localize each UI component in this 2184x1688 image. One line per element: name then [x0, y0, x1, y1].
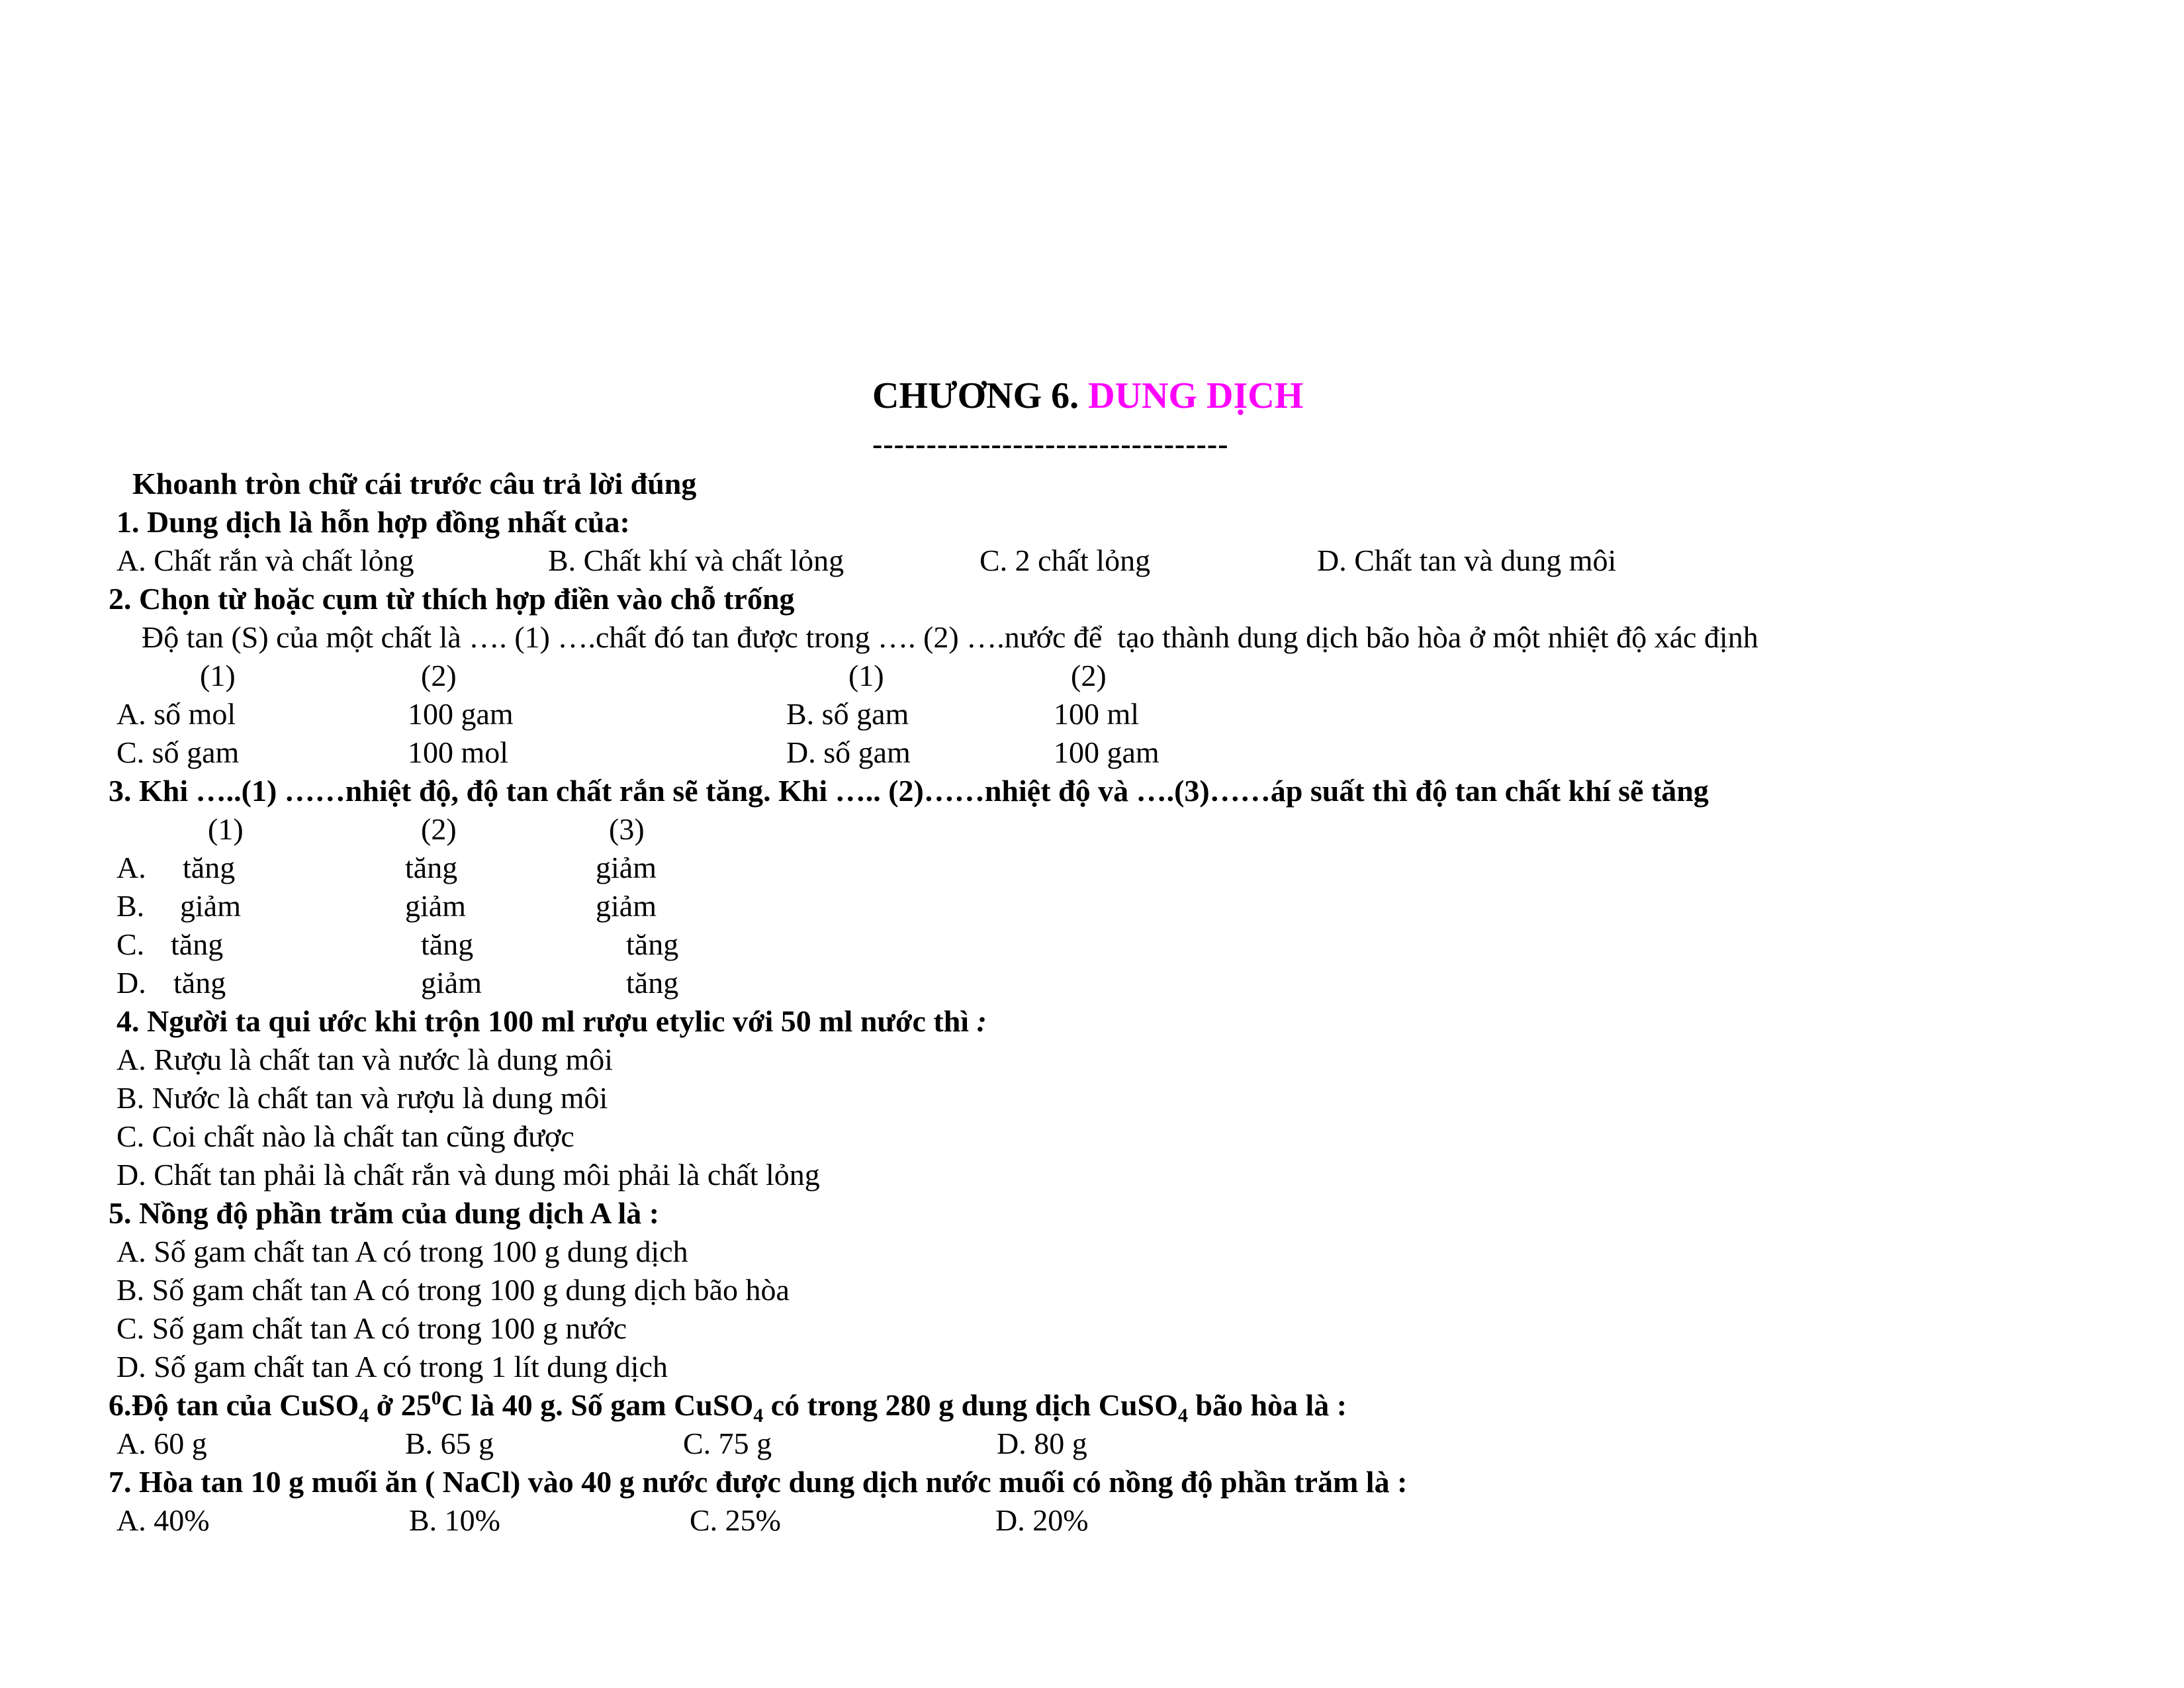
q5-option-d: D. Số gam chất tan A có trong 1 lít dung dịch: [116, 1350, 668, 1383]
q3-row-a-2: tăng: [405, 851, 458, 884]
q6-subscript-1: 4: [359, 1405, 369, 1427]
q4-option-d: D. Chất tan phải là chất rắn và dung môi phải là chất lỏng: [116, 1158, 820, 1192]
q1-stem: 1. Dung dịch là hỗn hợp đồng nhất của:: [116, 505, 630, 539]
q6-option-d: D. 80 g: [997, 1427, 1087, 1460]
chapter-title-main: DUNG DỊCH: [1088, 375, 1304, 416]
q5-option-c: C. Số gam chất tan A có trong 100 g nước: [116, 1311, 627, 1345]
q2-option-d-1: D. số gam: [786, 735, 911, 769]
q3-row-c-1: tăng: [171, 927, 224, 961]
q3-header-3: (3): [609, 812, 645, 846]
q6-subscript-2: 4: [753, 1405, 764, 1427]
q2-option-d-2: 100 gam: [1054, 735, 1160, 769]
q4-stem: [116, 1006, 987, 1037]
q7-stem: 7. Hòa tan 10 g muối ăn ( NaCl) vào 40 g nước được dung dịch nước muối có nồng độ phần trăm là :: [109, 1465, 1408, 1499]
q5-option-a: A. Số gam chất tan A có trong 100 g dung dịch: [116, 1235, 688, 1268]
q2-sentence: Độ tan (S) của một chất là …. (1) ….chất đó tan được trong …. (2) ….nước để tạo thành dung dịch bão hòa ở một nhiệt độ xác định: [142, 620, 1758, 654]
q1-option-d: D. Chất tan và dung môi: [1317, 543, 1617, 577]
q1-option-a: A. Chất rắn và chất lỏng: [116, 543, 414, 577]
q6-stem-part-1: 6.Độ tan của CuSO: [109, 1388, 359, 1422]
q2-header-3: (1): [848, 659, 884, 692]
q1-option-b: B. Chất khí và chất lỏng: [548, 543, 844, 577]
q4-option-b: B. Nước là chất tan và rượu là dung môi: [116, 1081, 608, 1115]
q6-superscript: 0: [431, 1387, 441, 1409]
q4-stem-text: 4. Người ta qui ước khi trộn 100 ml rượu etylic với 50 ml nước thì: [116, 1004, 970, 1038]
q2-option-b-2: 100 ml: [1054, 697, 1140, 731]
q6-option-b: B. 65 g: [405, 1427, 494, 1460]
q3-row-b-letter: B.: [116, 889, 145, 923]
q2-option-c-2: 100 mol: [408, 735, 509, 769]
q2-header-4: (2): [1071, 659, 1107, 692]
q5-stem: 5. Nồng độ phần trăm của dung dịch A là :: [109, 1196, 660, 1230]
q2-option-c-1: C. số gam: [116, 735, 240, 769]
q2-option-a-1: A. số mol: [116, 697, 236, 731]
q3-row-a-1: tăng: [183, 851, 236, 884]
chapter-title-prefix: CHƯƠNG 6.: [872, 375, 1089, 416]
q3-header-2: (2): [421, 812, 457, 846]
q4-option-a: A. Rượu là chất tan và nước là dung môi: [116, 1043, 614, 1076]
q2-header-1: (1): [200, 659, 236, 692]
q6-stem-part-5: bão hòa là :: [1187, 1388, 1347, 1422]
chapter-title: [872, 377, 1303, 414]
q3-row-b-1: giảm: [180, 889, 241, 923]
q4-stem-colon: :: [976, 1004, 987, 1038]
q3-row-d-1: tăng: [173, 966, 226, 1000]
q3-row-d-3: tăng: [626, 966, 679, 1000]
q6-stem: [109, 1387, 1347, 1427]
q6-stem-part-4: có trong 280 g dung dịch CuSO: [763, 1388, 1178, 1422]
q7-option-b: B. 10%: [409, 1503, 500, 1537]
q3-row-b-2: giảm: [405, 889, 466, 923]
q7-option-d: D. 20%: [995, 1503, 1089, 1537]
q6-stem-part-2: ở 25: [369, 1388, 432, 1422]
q4-option-c: C. Coi chất nào là chất tan cũng được: [116, 1119, 574, 1153]
q2-header-2: (2): [421, 659, 457, 692]
q1-option-c: C. 2 chất lỏng: [979, 543, 1151, 577]
q3-row-a-3: giảm: [596, 851, 657, 884]
q5-option-b: B. Số gam chất tan A có trong 100 g dung dịch bão hòa: [116, 1273, 790, 1307]
q2-option-a-2: 100 gam: [408, 697, 514, 731]
q3-row-c-3: tăng: [626, 927, 679, 961]
q3-row-b-3: giảm: [596, 889, 657, 923]
q3-row-c-letter: C.: [116, 927, 145, 961]
q6-subscript-3: 4: [1177, 1405, 1188, 1427]
q3-stem: 3. Khi …..(1) ……nhiệt độ, độ tan chất rắn sẽ tăng. Khi ….. (2)……nhiệt độ và ….(3)……áp suất thì độ tan chất khí sẽ tăng: [109, 774, 1709, 808]
q3-header-1: (1): [208, 812, 244, 846]
q6-option-a: A. 60 g: [116, 1427, 207, 1460]
q2-option-b-1: B. số gam: [786, 697, 909, 731]
q3-row-d-letter: D.: [116, 966, 146, 1000]
q6-stem-part-3: C là 40 g. Số gam CuSO: [441, 1388, 754, 1422]
q3-row-a-letter: A.: [116, 851, 146, 884]
q6-option-c: C. 75 g: [683, 1427, 772, 1460]
q7-option-a: A. 40%: [116, 1503, 210, 1537]
instruction: Khoanh tròn chữ cái trước câu trả lời đúng: [132, 467, 697, 500]
q7-option-c: C. 25%: [690, 1503, 781, 1537]
q3-row-c-2: tăng: [421, 927, 474, 961]
title-rule: ---------------------------------: [872, 427, 1229, 461]
q2-stem: 2. Chọn từ hoặc cụm từ thích hợp điền vào chỗ trống: [109, 582, 795, 616]
q3-row-d-2: giảm: [421, 966, 482, 1000]
